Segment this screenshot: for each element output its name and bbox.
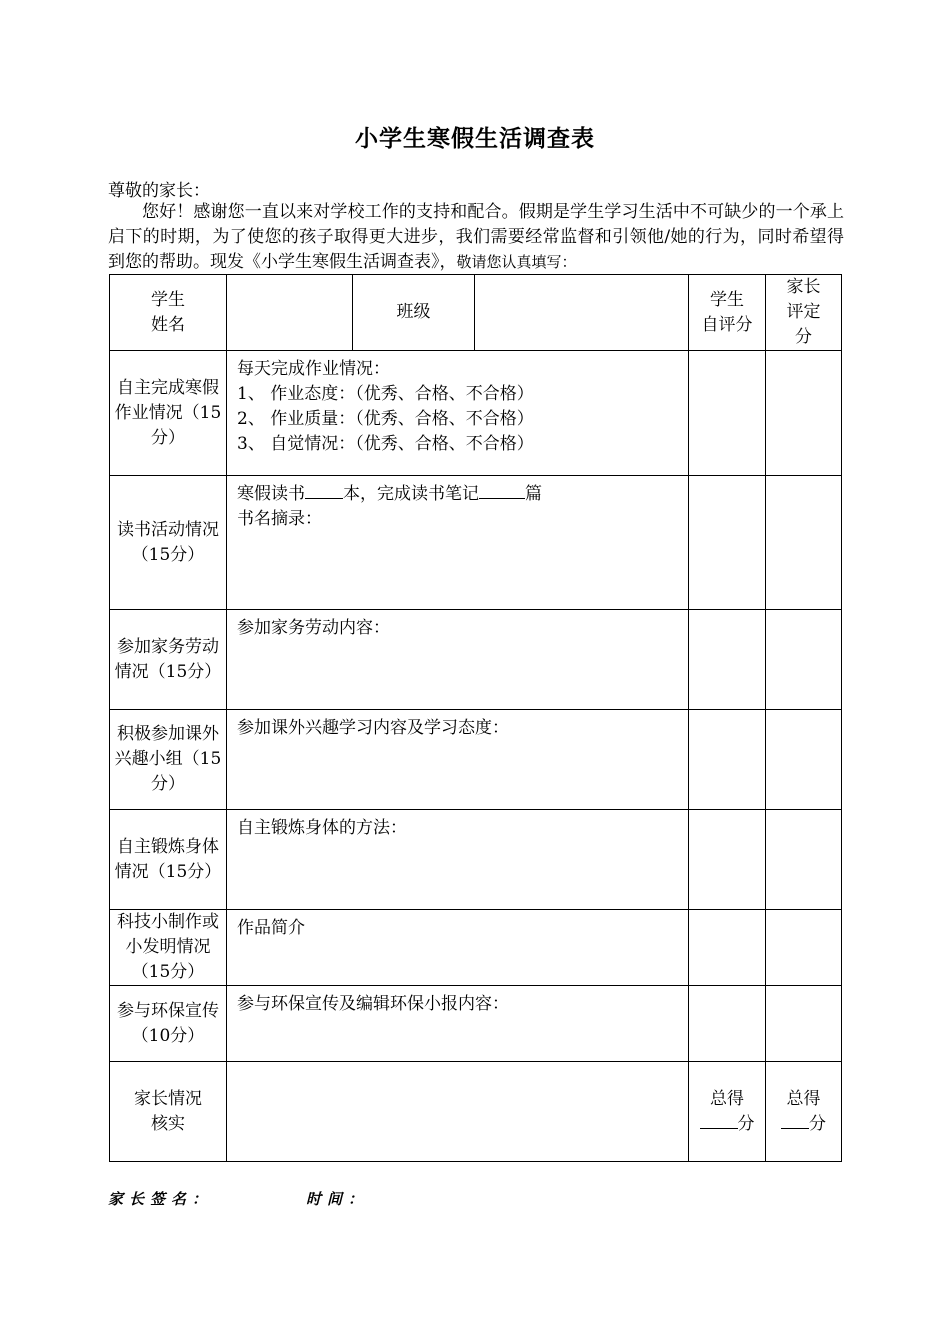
parent-score-field[interactable]: [766, 476, 842, 610]
category-label: 自主锻炼身体情况（15分）: [110, 810, 227, 910]
header-parent-score: 家长 评定 分: [766, 275, 842, 351]
parent-total-cell: [766, 1062, 842, 1162]
content-cell[interactable]: 参加家务劳动内容：: [227, 610, 689, 710]
self-score-field[interactable]: [689, 710, 766, 810]
parent-check-field[interactable]: [227, 1062, 689, 1162]
class-field[interactable]: [475, 275, 689, 351]
reading-text-b: 本，完成读书笔记: [343, 484, 479, 504]
books-count-blank[interactable]: [305, 482, 343, 499]
content-line: 3、 自觉情况：（优秀、合格、不合格）: [237, 434, 534, 454]
header-self-score: 学生 自评分: [689, 275, 766, 351]
table-row: [110, 910, 842, 986]
category-label: 积极参加课外兴趣小组（15分）: [110, 710, 227, 810]
reading-line: [237, 482, 678, 507]
reading-text-a: 寒假读书: [237, 484, 305, 504]
parent-score-field[interactable]: [766, 351, 842, 476]
time-label: 时间：: [306, 1190, 370, 1208]
table-row: [110, 351, 842, 476]
intro-paragraph: [108, 200, 844, 275]
content-line: 每天完成作业情况：: [237, 359, 390, 379]
header-row: [110, 275, 842, 351]
table-row: [110, 610, 842, 710]
table-row: [110, 710, 842, 810]
content-line: 1、 作业态度：（优秀、合格、不合格）: [237, 384, 534, 404]
self-total-blank[interactable]: [700, 1112, 738, 1129]
notes-count-blank[interactable]: [479, 482, 525, 499]
self-score-field[interactable]: [689, 351, 766, 476]
content-line: 2、 作业质量：（优秀、合格、不合格）: [237, 409, 534, 429]
parent-check-row: [110, 1062, 842, 1162]
content-cell[interactable]: 参加课外兴趣学习内容及学习态度：: [227, 710, 689, 810]
content-cell[interactable]: [227, 476, 689, 610]
content-cell[interactable]: [227, 351, 689, 476]
self-score-field[interactable]: [689, 810, 766, 910]
total-unit: 分: [809, 1113, 826, 1134]
survey-table: [109, 274, 842, 1162]
content-cell[interactable]: 作品简介: [227, 910, 689, 986]
parent-signature-label: 家长签名：: [108, 1190, 214, 1208]
self-score-field[interactable]: [689, 986, 766, 1062]
total-label: 总得: [710, 1088, 744, 1109]
total-unit: 分: [737, 1113, 755, 1134]
table-row: [110, 986, 842, 1062]
category-label: 家长情况核实: [110, 1062, 227, 1162]
self-score-field[interactable]: [689, 610, 766, 710]
self-score-field[interactable]: [689, 476, 766, 610]
parent-score-field[interactable]: [766, 910, 842, 986]
parent-score-field[interactable]: [766, 810, 842, 910]
footer: [108, 1188, 370, 1209]
parent-score-field[interactable]: [766, 986, 842, 1062]
category-label: 参加家务劳动情况（15分）: [110, 610, 227, 710]
parent-score-field[interactable]: [766, 610, 842, 710]
self-total-cell: [689, 1062, 766, 1162]
category-label: 参与环保宣传（10分）: [110, 986, 227, 1062]
category-label: 自主完成寒假作业情况（15分）: [110, 351, 227, 476]
intro-main: 您好！感谢您一直以来对学校工作的支持和配合。假期是学生学习生活中不可缺少的一个承上启下的时期，为了使您的孩子取得更大进步，我们需要经常监督和引领他/她的行为，同时希望得到您的帮助。现发《小学生寒假生活调查表》，: [108, 202, 844, 272]
category-label: 读书活动情况（15分）: [110, 476, 227, 610]
page-title: 小学生寒假生活调查表: [355, 125, 595, 152]
total-line: [766, 1112, 841, 1137]
header-student-name: 学生 姓名: [110, 275, 227, 351]
student-name-field[interactable]: [227, 275, 353, 351]
total-label: 总得: [786, 1088, 821, 1109]
header-class: 班级: [353, 275, 475, 351]
intro-tail: 敬请您认真填写：: [456, 253, 577, 271]
parent-total-blank[interactable]: [781, 1112, 809, 1129]
parent-score-field[interactable]: [766, 710, 842, 810]
content-line: 书名摘录：: [237, 509, 322, 529]
content-cell[interactable]: 自主锻炼身体的方法：: [227, 810, 689, 910]
table-row: [110, 476, 842, 610]
salutation: 尊敬的家长：: [108, 181, 210, 201]
table-row: [110, 810, 842, 910]
category-label: 科技小制作或小发明情况（15分）: [110, 910, 227, 986]
content-cell[interactable]: 参与环保宣传及编辑环保小报内容：: [227, 986, 689, 1062]
total-line: [689, 1112, 765, 1137]
self-score-field[interactable]: [689, 910, 766, 986]
reading-text-c: 篇: [525, 484, 542, 504]
